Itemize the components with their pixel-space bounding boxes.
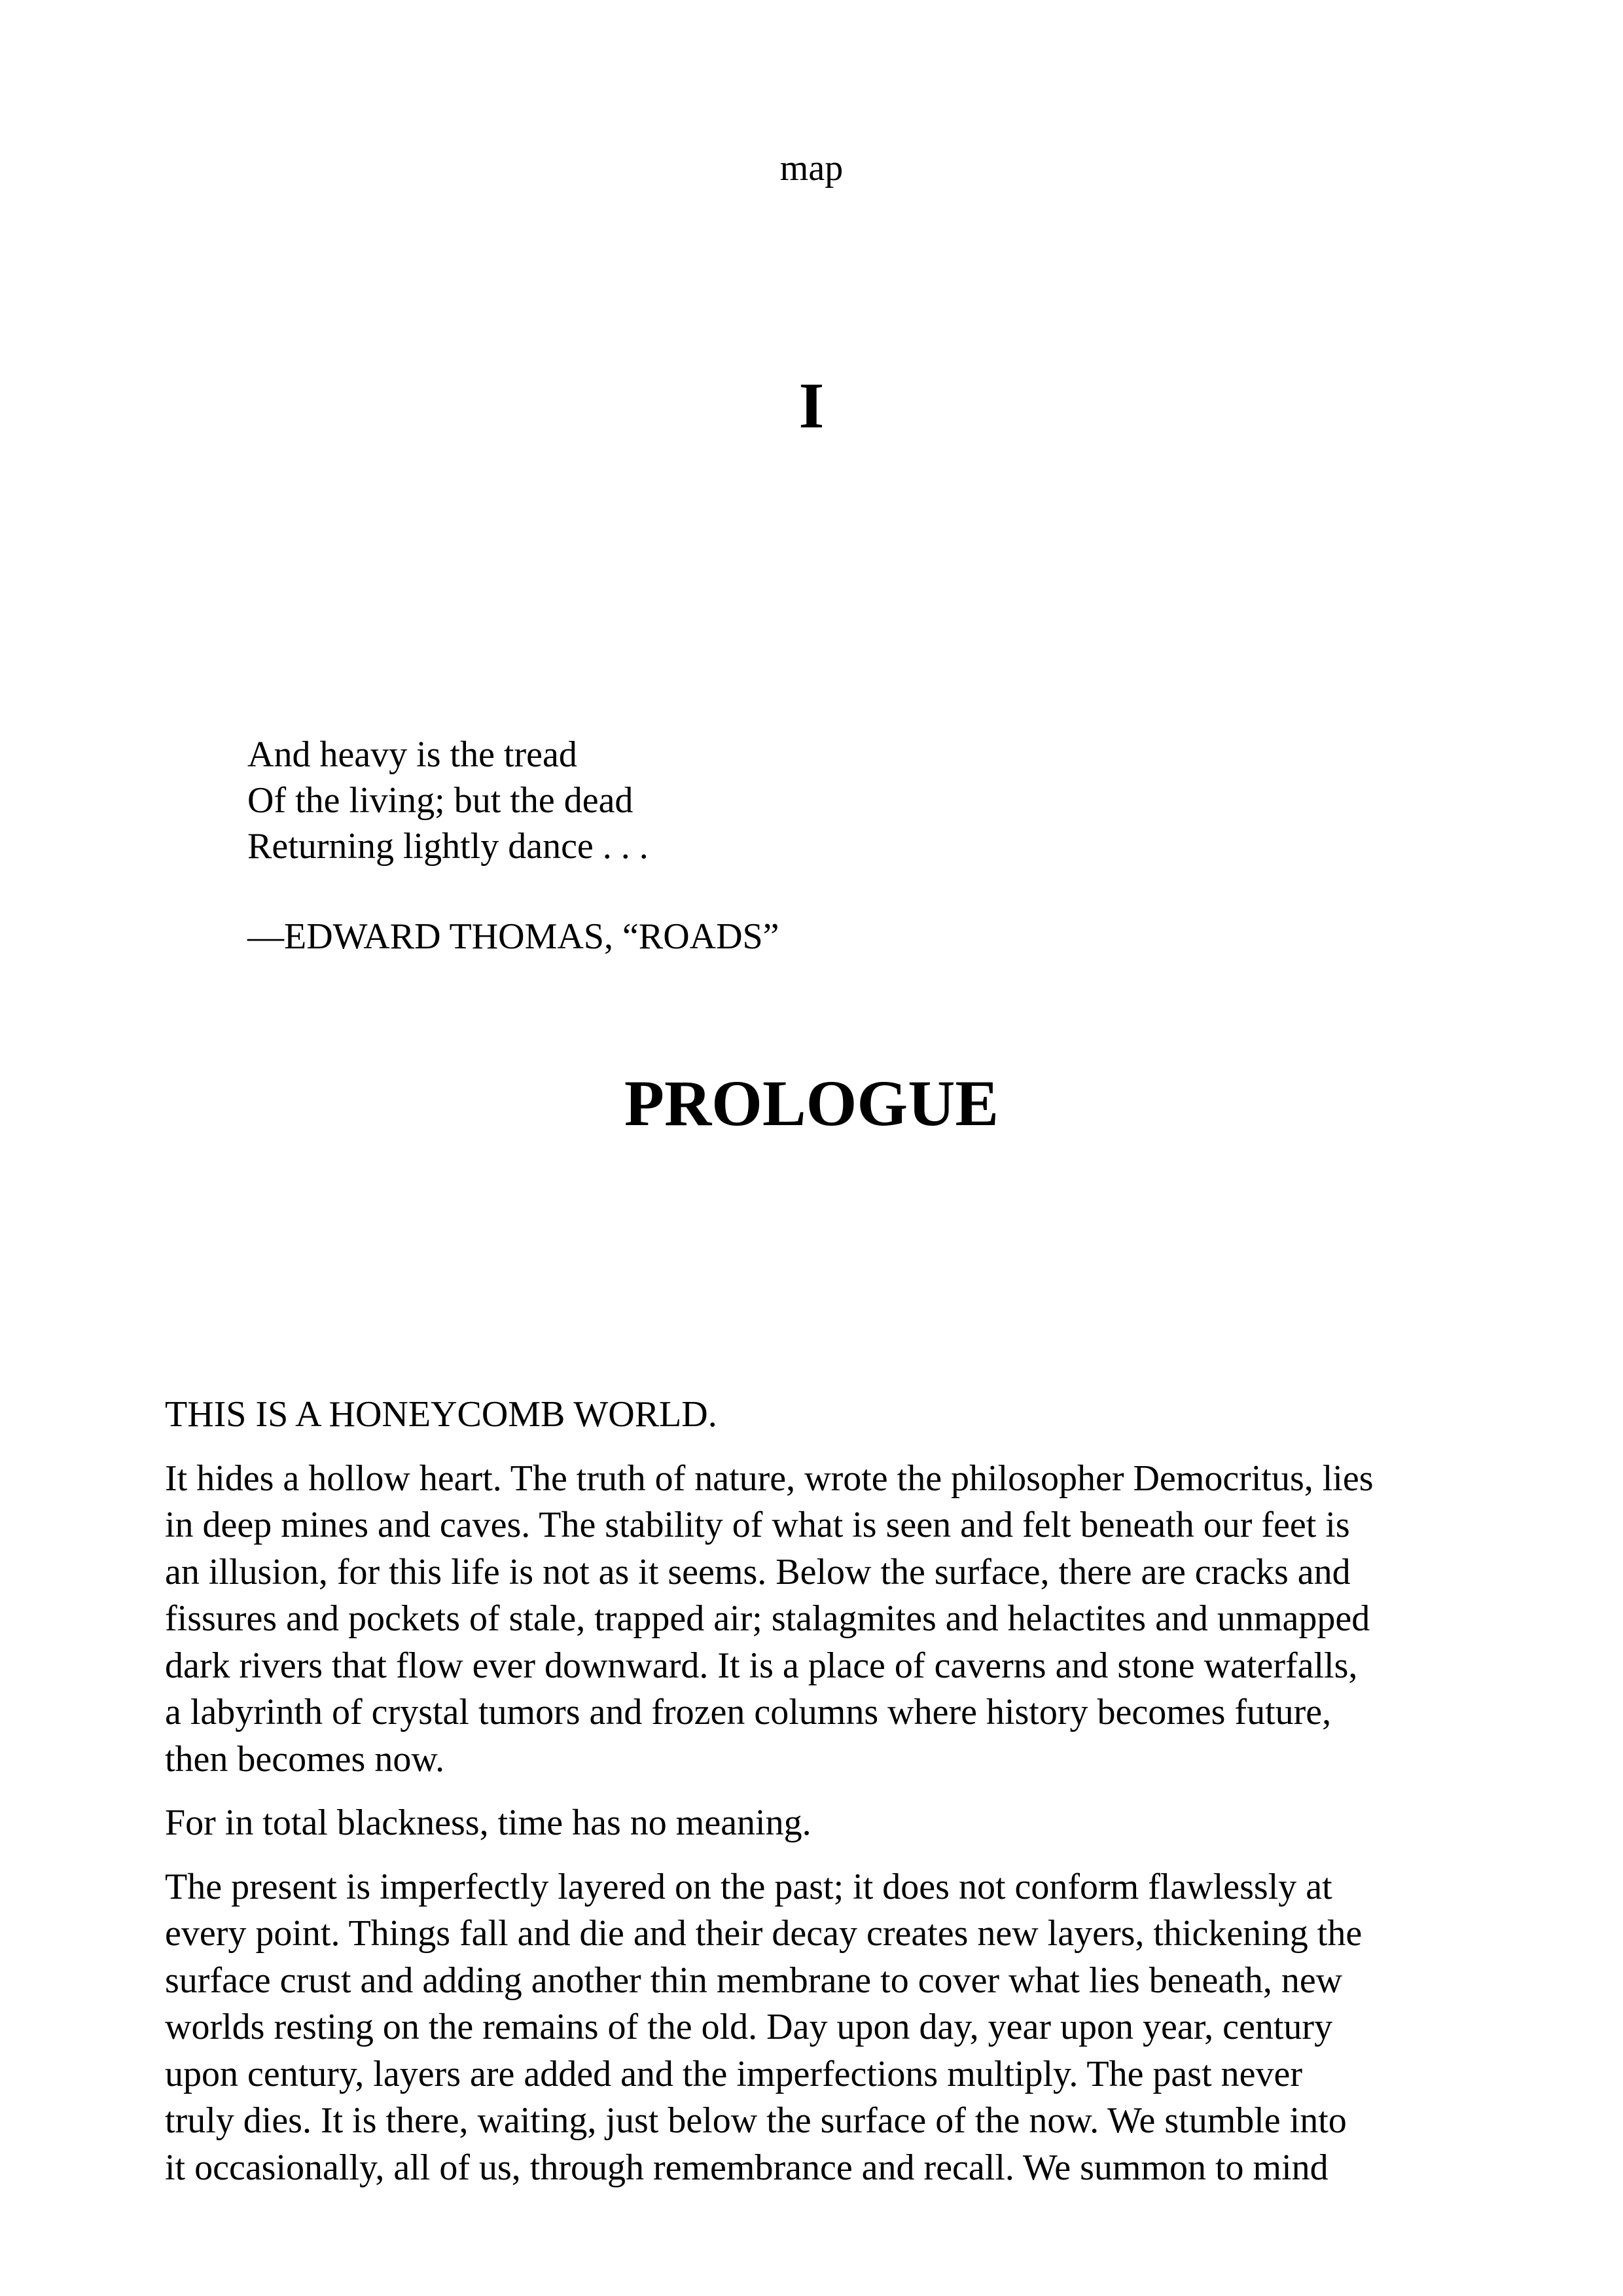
map-label: map [779,148,844,188]
body-text [165,1391,1476,2208]
text-line: it occasionally, all of us, through remembrance and recall. We summon to mind [165,2147,1329,2188]
chapter-title: PROLOGUE [624,1067,999,1139]
text-line: THIS IS A HONEYCOMB WORLD. [165,1394,717,1435]
epigraph-line: And heavy is the tread [247,734,577,775]
text-line: For in total blackness, time has no meaning. [165,1803,812,1843]
epigraph-verse [247,732,1425,869]
paragraph [165,1800,1476,1847]
text-line: fissures and pockets of stale, trapped air; stalagmites and helactites and unmapped [165,1598,1370,1639]
epigraph [247,732,1425,960]
text-line: The present is imperfectly layered on the past; it does not conform flawlessly at [165,1866,1332,1907]
epigraph-line: Of the living; but the dead [247,780,633,821]
text-line: dark rivers that flow ever downward. It is a place of caverns and stone waterfalls, [165,1645,1358,1686]
text-line: surface crust and adding another thin membrane to cover what lies beneath, new [165,1960,1343,2001]
text-line: worlds resting on the remains of the old. Day upon day, year upon year, century [165,2007,1333,2047]
text-line: truly dies. It is there, waiting, just below the surface of the now. We stumble into [165,2100,1347,2141]
text-line: in deep mines and caves. The stability of what is seen and felt beneath our feet is [165,1505,1350,1545]
text-line: an illusion, for this life is not as it seems. Below the surface, there are cracks and [165,1551,1351,1592]
epigraph-line: Returning lightly dance . . . [247,826,649,867]
text-line: every point. Things fall and die and their decay creates new layers, thickening the [165,1913,1363,1954]
paragraph [165,1456,1476,1784]
text-line: upon century, layers are added and the imperfections multiply. The past never [165,2053,1302,2094]
paragraph [165,1864,1476,2192]
epigraph-attribution: —EDWARD THOMAS, “ROADS” [247,916,779,957]
text-line: then becomes now. [165,1738,445,1780]
part-numeral: I [798,369,825,442]
text-line: It hides a hollow heart. The truth of nature, wrote the philosopher Democritus, lies [165,1458,1374,1499]
text-line: a labyrinth of crystal tumors and frozen columns where history becomes future, [165,1692,1332,1732]
paragraph [165,1391,1476,1439]
